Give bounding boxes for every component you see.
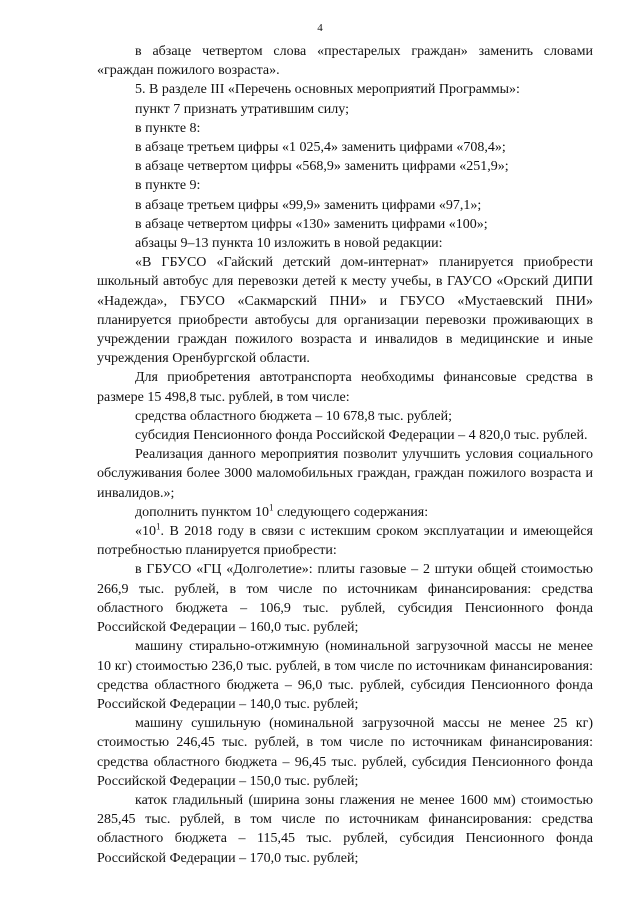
paragraph — [97, 368, 593, 406]
paragraph — [97, 42, 593, 80]
paragraph — [97, 253, 593, 368]
paragraph — [97, 445, 593, 503]
document-body — [97, 42, 593, 868]
paragraph-text: в пункте 8: — [135, 120, 201, 136]
paragraph-text: в пункте 9: — [135, 178, 201, 194]
paragraph — [97, 791, 593, 868]
paragraph-text: 5. В разделе III «Перечень основных мероприятий Программы»: — [135, 82, 520, 98]
paragraph-text: в абзаце третьем цифры «99,9» заменить цифрами «97,1»; — [135, 197, 482, 213]
paragraph — [97, 157, 593, 176]
paragraph-text: машину стирально-отжимную (номинальной загрузочной массы не менее 10 кг) стоимостью 236,0 тыс. рублей, в том числе по источникам финансирования: средства областного бюджета – 96,0 тыс. рублей, субсидия Пенсионного фонда Российской Федерации – 140,0 тыс. рублей; — [97, 639, 593, 712]
paragraph-text: каток гладильный (ширина зоны глажения не менее 1600 мм) стоимостью 285,45 тыс. рублей, в том числе по источникам финансирования: средства областного бюджета – 115,45 тыс. рублей, субсидия Пенсионного фонда Российской Федерации – 170,0 тыс. рублей; — [97, 792, 593, 866]
paragraph-text: «В ГБУСО «Гайский детский дом-интернат» планируется приобрести школьный автобус для перевозки детей к месту учебы, в ГАУСО «Орский ДИПИ «Надежда», ГБУСО «Сакмарский ПНИ» и ГБУСО «Мустаевский ПНИ» планируется приобрести автобусы для организации перевозки проживающих в учреждении граждан пожилого возраста и инвалидов в медицинские и иные учреждения Оренбургской области. — [97, 255, 593, 367]
paragraph-text: средства областного бюджета – 10 678,8 тыс. рублей; — [135, 408, 452, 424]
paragraph — [97, 119, 593, 138]
paragraph-text: в абзаце четвертом цифры «130» заменить цифрами «100»; — [135, 216, 488, 232]
paragraph — [97, 196, 593, 215]
paragraph — [97, 138, 593, 157]
paragraph-text: «10 — [135, 524, 156, 540]
paragraph — [97, 234, 593, 253]
paragraph-text: Для приобретения автотранспорта необходимы финансовые средства в размере 15 498,8 тыс. рублей, в том числе: — [97, 370, 593, 405]
paragraph — [97, 176, 593, 195]
paragraph — [97, 426, 593, 445]
paragraph-text: дополнить пунктом 10 — [135, 504, 270, 520]
paragraph-text: субсидия Пенсионного фонда Российской Федерации – 4 820,0 тыс. рублей. — [135, 428, 588, 444]
paragraph-text: Реализация данного мероприятия позволит улучшить условия социального обслуживания более 3000 маломобильных граждан, граждан пожилого возраста и инвалидов.»; — [97, 447, 593, 501]
paragraph-text: в абзаце четвертом цифры «568,9» заменить цифрами «251,9»; — [135, 159, 509, 175]
paragraph — [97, 503, 593, 522]
paragraph-text: в ГБУСО «ГЦ «Долголетие»: плиты газовые – 2 штуки общей стоимостью 266,9 тыс. рублей, в том числе по источникам финансирования: средства областного бюджета – 106,9 тыс. рублей, субсидия Пенсионного фонда Российской Федерации – 160,0 тыс. рублей; — [97, 562, 593, 636]
paragraph — [97, 407, 593, 426]
paragraph-text-tail: . В 2018 году в связи с истекшим сроком эксплуатации и имеющейся потребностью планируется приобрести: — [97, 524, 593, 559]
paragraph — [97, 714, 593, 791]
paragraph — [97, 637, 593, 714]
paragraph-text: в абзаце третьем цифры «1 025,4» заменить цифрами «708,4»; — [135, 140, 506, 156]
paragraph-text-tail: следующего содержания: — [273, 504, 429, 520]
page-number: 4 — [317, 22, 323, 34]
superscript: 1 — [269, 502, 274, 513]
paragraph — [97, 80, 593, 99]
paragraph — [97, 215, 593, 234]
paragraph-text: в абзаце четвертом слова «престарелых граждан» заменить словами «граждан пожилого возраста». — [97, 44, 593, 79]
paragraph — [97, 522, 593, 560]
paragraph — [97, 560, 593, 637]
paragraph-text: машину сушильную (номинальной загрузочной массы не менее 25 кг) стоимостью 246,45 тыс. рублей, в том числе по источникам финансирования: средства областного бюджета – 96,45 тыс. рублей, субсидия Пенсионного фонда Российской Федерации – 150,0 тыс. рублей; — [97, 716, 593, 789]
paragraph-text: пункт 7 признать утратившим силу; — [135, 101, 349, 117]
paragraph — [97, 100, 593, 119]
superscript: 1 — [156, 521, 161, 532]
paragraph-text: абзацы 9–13 пункта 10 изложить в новой редакции: — [135, 236, 443, 252]
